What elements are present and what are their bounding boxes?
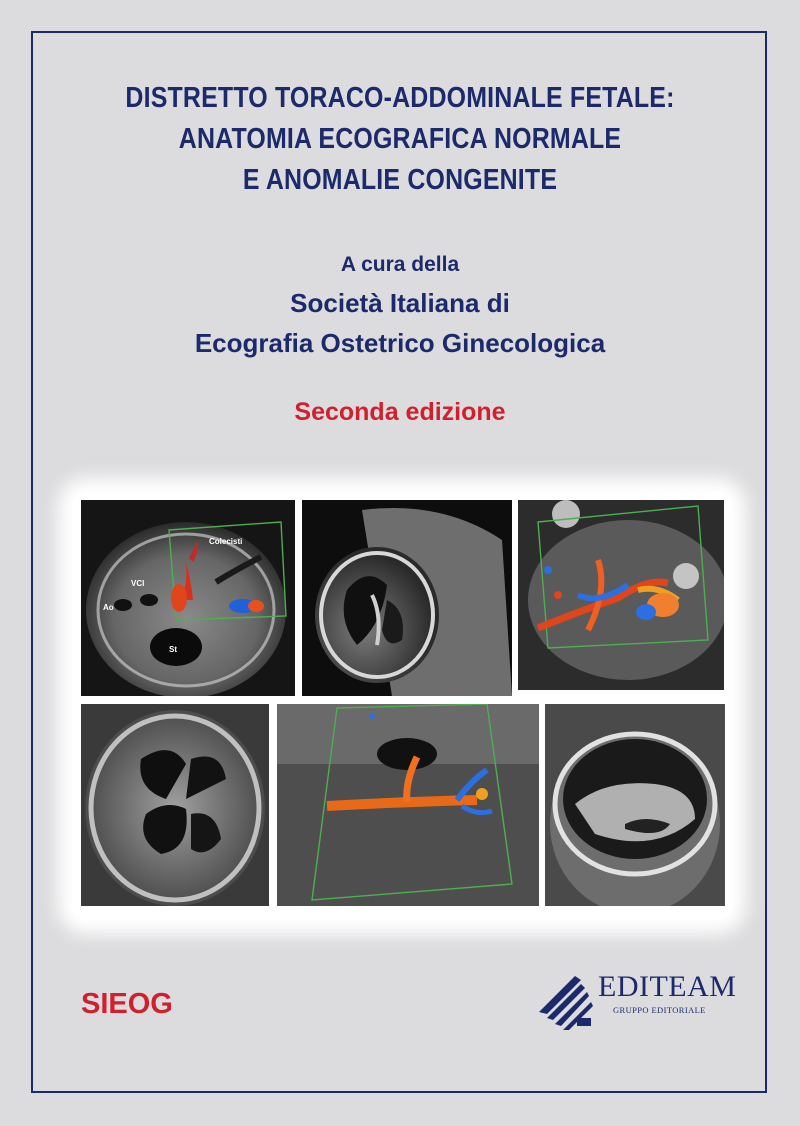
title-line-1: DISTRETTO TORACO-ADDOMINALE FETALE: [125, 82, 675, 114]
publisher-name: EDITEAM [598, 970, 737, 1003]
editeam-logo-icon [537, 974, 597, 1030]
society-line-2: Ecografia Ostetrico Ginecologica [194, 328, 606, 358]
book-title [56, 78, 744, 201]
label-ao: Ao [103, 603, 114, 612]
label-st: St [169, 645, 177, 654]
label-colecisti: Colecisti [209, 537, 243, 546]
ultrasound-image-thorax [302, 500, 512, 696]
society-name [0, 283, 800, 363]
edition-label: Seconda edizione [294, 398, 506, 426]
ultrasound-image-abdominal-vessel [277, 704, 539, 906]
society-line-1: Società Italiana di [290, 288, 510, 318]
publisher-logo [537, 966, 737, 1036]
ultrasound-image-heart [81, 704, 269, 906]
ultrasound-image-doppler-vessels [518, 500, 724, 690]
title-line-2: ANATOMIA ECOGRAFICA NORMALE [178, 123, 622, 155]
ultrasound-image-abdomen [81, 500, 295, 696]
title-line-3: E ANOMALIE CONGENITE [242, 164, 558, 196]
publisher-subtitle: GRUPPO EDITORIALE [613, 1005, 706, 1015]
curated-by: A cura della [340, 253, 460, 276]
ultrasound-image-profile [545, 704, 725, 906]
society-acronym: SIEOG [81, 988, 173, 1020]
label-vci: VCI [131, 579, 145, 588]
